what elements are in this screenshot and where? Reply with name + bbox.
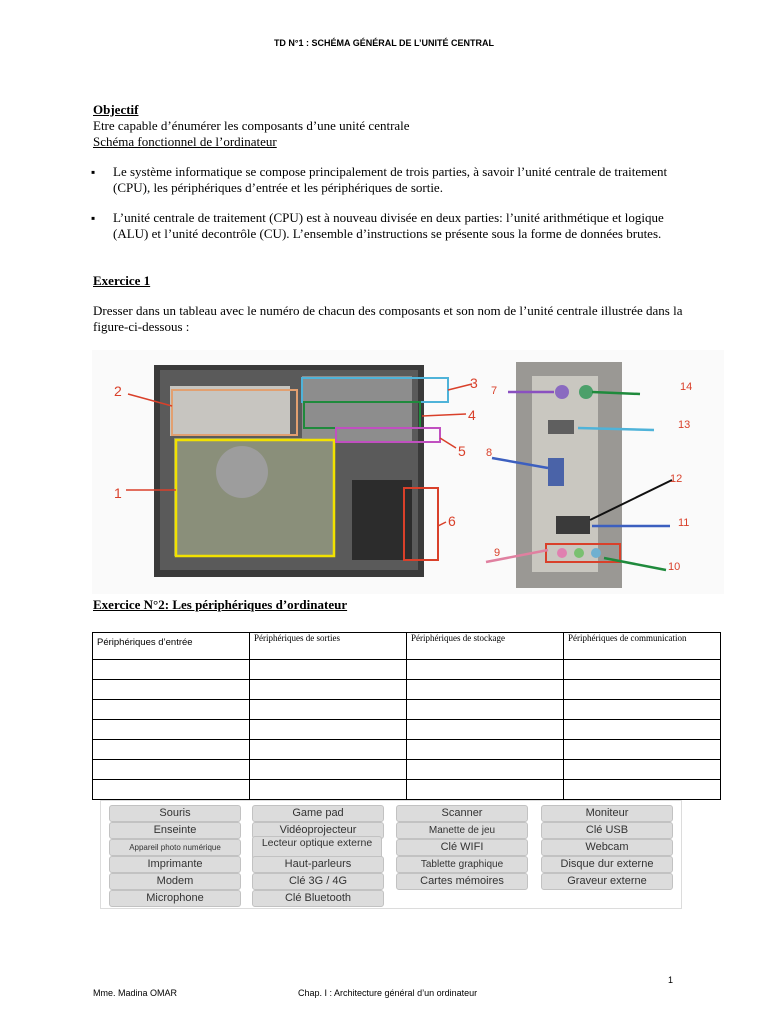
word-chip[interactable]: Webcam xyxy=(541,839,673,856)
table-row xyxy=(93,700,721,720)
word-chip[interactable]: Modem xyxy=(109,873,241,890)
schema-title: Schéma fonctionnel de l’ordinateur xyxy=(93,134,277,149)
word-chip[interactable]: Cartes mémoires xyxy=(396,873,528,890)
label-1: 1 xyxy=(114,485,122,501)
label-6: 6 xyxy=(448,513,456,529)
exercice1-text: Dresser dans un tableau avec le numéro de chacun des composants et son nom de l’unité centrale illustrée dans la figure-ci-dessous : xyxy=(93,303,683,334)
word-chip[interactable]: Moniteur xyxy=(541,805,673,822)
word-chip[interactable]: Clé Bluetooth xyxy=(252,890,384,907)
word-chip[interactable]: Disque dur externe xyxy=(541,856,673,873)
word-chip[interactable]: Enseinte xyxy=(109,822,241,839)
col-storage: Périphériques de stockage xyxy=(407,633,564,660)
bullet-item: ▪ Le système informatique se compose principalement de trois parties, à savoir l’unité centrale de traitement (CPU), les périphériques d’entrée et les périphériques de sortie. xyxy=(91,164,681,196)
label-12: 12 xyxy=(670,473,683,485)
label-10: 10 xyxy=(668,561,681,573)
word-chip[interactable]: Imprimante xyxy=(109,856,241,873)
word-chip[interactable]: Souris xyxy=(109,805,241,822)
word-chip[interactable]: Clé 3G / 4G xyxy=(252,873,384,890)
power-supply xyxy=(170,386,290,436)
col-input: Périphériques d’entrée xyxy=(93,633,250,660)
table-row xyxy=(93,760,721,780)
label-8: 8 xyxy=(486,447,493,459)
exercice2-heading: Exercice N°2: Les périphériques d’ordinateur xyxy=(93,597,348,612)
footer-chapter: Chap. I : Architecture général d’un ordinateur xyxy=(298,988,478,998)
word-chip[interactable]: Clé WIFI xyxy=(396,839,528,856)
label-7: 7 xyxy=(491,385,498,397)
table-row xyxy=(93,780,721,800)
word-chip[interactable]: Vidéoprojecteur xyxy=(252,822,384,839)
word-chip[interactable]: Appareil photo numérique xyxy=(109,839,241,856)
computer-figure-svg xyxy=(92,350,724,594)
objectif-line: Etre capable d’énumérer les composants d’une unité centrale xyxy=(93,118,410,133)
bullet-list xyxy=(91,164,681,242)
exercice1-heading: Exercice 1 xyxy=(93,273,151,288)
word-chip[interactable]: Graveur externe xyxy=(541,873,673,890)
table-header-row xyxy=(93,633,721,660)
word-chip[interactable]: Game pad xyxy=(252,805,384,822)
table-row xyxy=(93,680,721,700)
label-9: 9 xyxy=(494,547,501,559)
computer-figure xyxy=(92,350,724,594)
footer-author: Mme. Madina OMAR xyxy=(93,988,178,998)
label-2: 2 xyxy=(114,383,122,399)
word-chip[interactable]: Scanner xyxy=(396,805,528,822)
label-14: 14 xyxy=(680,381,693,393)
label-3: 3 xyxy=(470,375,478,391)
label-11: 11 xyxy=(678,517,690,529)
table-row xyxy=(93,720,721,740)
col-communication: Périphériques de communication xyxy=(564,633,721,660)
table-row xyxy=(93,740,721,760)
page-header: TD N°1 : SCHÉMA GÉNÉRAL DE L’UNITÉ CENTRAL xyxy=(273,38,495,48)
objectif-heading: Objectif xyxy=(93,102,139,117)
col-output: Périphériques de sorties xyxy=(250,633,407,660)
label-13: 13 xyxy=(678,419,691,431)
word-chip[interactable]: Haut-parleurs xyxy=(252,856,384,873)
word-chip[interactable]: Manette de jeu xyxy=(396,822,528,839)
peripherals-table xyxy=(92,632,721,800)
page-number: 1 xyxy=(668,975,674,985)
drive-bays xyxy=(302,376,412,442)
objectif-section xyxy=(93,102,693,150)
word-chip[interactable]: Microphone xyxy=(109,890,241,907)
word-chip[interactable]: Clé USB xyxy=(541,822,673,839)
label-5: 5 xyxy=(458,443,466,459)
word-chip[interactable]: Tablette graphique xyxy=(396,856,528,873)
bullet-item: ▪ L’unité centrale de traitement (CPU) est à nouveau divisée en deux parties: l’unité arithmétique et logique (ALU) et l’unité decontrôle (CU). L’ensemble d’instructions se présente sous la forme de données brutes. xyxy=(91,210,681,242)
table-row xyxy=(93,660,721,680)
label-4: 4 xyxy=(468,407,476,423)
word-bank xyxy=(100,800,682,909)
cpu-fan xyxy=(216,446,268,498)
word-chip[interactable]: Lecteur optique externe xyxy=(252,836,382,860)
